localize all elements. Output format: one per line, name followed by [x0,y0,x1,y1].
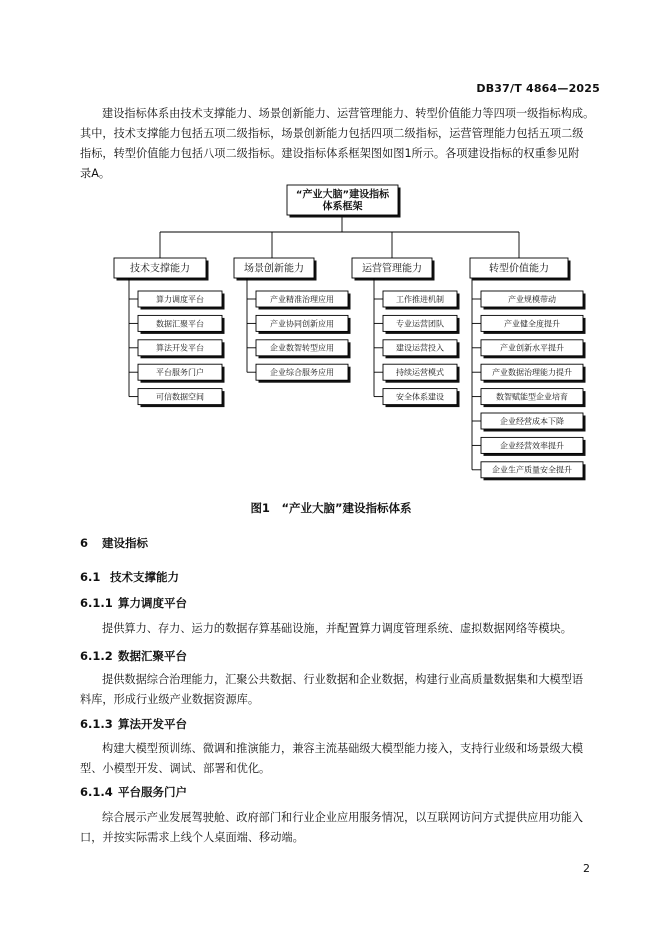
section-title: 平台服务门户 [118,785,187,799]
section-title: 算法开发平台 [118,717,187,731]
level2-box-label: 平台服务门户 [156,368,204,378]
document-id: DB37/T 4864—2025 [476,82,600,95]
level2-box-label: 产业创新水平提升 [500,343,564,353]
level2-box-label: 数据汇聚平台 [156,319,204,329]
paragraph: 综合展示产业发展驾驶舱、政府部门和行业企业应用服务情况，以互联网访问方式提供应用功能入 [102,811,584,824]
level2-box-label: 可信数据空间 [156,392,204,402]
section-number: 6.1.2 [80,649,113,663]
intro-line-4: 录A。 [80,167,111,180]
section-title: 算力调度平台 [118,596,187,610]
paragraph: 构建大模型预训练、微调和推演能力，兼容主流基础级大模型能力接入，支持行业级和场景级大模 [102,742,584,755]
section-number: 6.1.1 [80,596,113,610]
level1-box-label: 技术支撑能力 [130,263,190,275]
level2-box-label: 持续运营模式 [396,368,444,378]
root-box-label: 体系框架 [322,201,363,213]
section-number: 6.1.3 [80,717,113,731]
level2-box-label: 算力调度平台 [156,294,204,304]
level2-box-label: 企业综合服务应用 [270,368,334,378]
level2-box-label: 产业规模带动 [508,294,556,304]
level2-box-label: 产业健全度提升 [504,319,560,329]
section-title: 数据汇聚平台 [118,649,187,663]
level2-box-label: 产业数据治理能力提升 [492,368,572,378]
section-6-1-1-heading [80,595,187,611]
paragraph: 型、小模型开发、调试、部署和优化。 [80,762,271,775]
paragraph: 提供数据综合治理能力，汇聚公共数据、行业数据和企业数据，构建行业高质量数据集和大模型语 [102,673,584,686]
level2-box-label: 企业生产质量安全提升 [492,465,572,475]
level2-box-label: 产业协同创新应用 [270,319,334,329]
level2-box-label: 数智赋能型企业培育 [496,392,568,402]
paragraph: 料库，形成行业级产业数据资源库。 [80,693,260,706]
section-number: 6.1.4 [80,785,113,799]
section-number: 6.1 [80,570,101,584]
intro-line-3: 指标，转型价值能力包括八项二级指标。建设指标体系框架图如图1所示。各项建设指标的权重参见附 [80,147,580,160]
figure-caption: 图1 “产业大脑”建设指标体系 [250,501,412,515]
section-title: 技术支撑能力 [110,570,179,584]
level2-box-label: 产业精准治理应用 [270,294,334,304]
page-number: 2 [583,862,590,875]
intro-line-2: 其中，技术支撑能力包括五项二级指标，场景创新能力包括四项二级指标，运营管理能力包括五项二级 [80,127,584,140]
level2-box-label: 建设运营投入 [396,343,444,353]
section-6-1-4-heading [80,784,187,800]
section-6-1-2-heading [80,648,187,664]
section-title: 建设指标 [102,536,148,550]
level2-box-label: 企业经营效率提升 [500,441,564,451]
section-6-heading [80,535,148,551]
level2-box-label: 专业运营团队 [396,319,444,329]
root-box-label: “产业大脑”建设指标 [295,189,390,201]
level2-box-label: 企业数智转型应用 [270,343,334,353]
level2-box-label: 算法开发平台 [156,343,204,353]
level2-box-label: 工作推进机制 [396,294,444,304]
section-6-1-3-heading [80,716,187,732]
level2-box-label: 企业经营成本下降 [500,416,564,426]
intro-line-1: 建设指标体系由技术支撑能力、场景创新能力、运营管理能力、转型价值能力等四项一级指标构成。 [102,107,595,120]
section-6-1-heading [80,569,179,585]
section-number: 6 [80,536,89,550]
level1-box-label: 运营管理能力 [362,263,422,275]
paragraph: 口，并按实际需求上线个人桌面端、移动端。 [80,831,304,844]
level2-box-label: 安全体系建设 [396,392,444,402]
level1-box-label: 场景创新能力 [244,263,304,275]
paragraph: 提供算力、存力、运力的数据存算基础设施，并配置算力调度管理系统、虚拟数据网络等模块。 [102,622,572,635]
level1-box-label: 转型价值能力 [489,263,549,275]
